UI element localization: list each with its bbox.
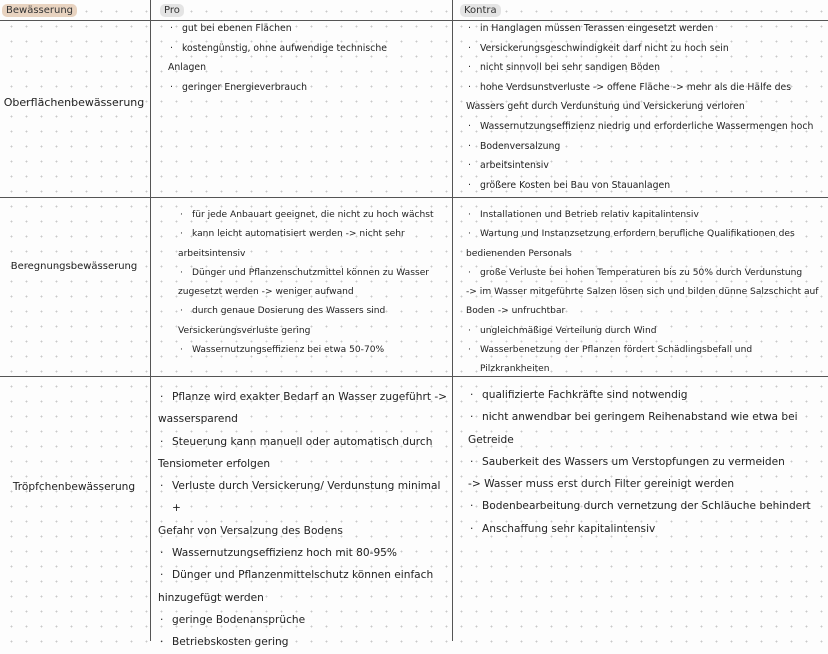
bullet-icon: · <box>468 120 471 132</box>
bullet-icon: · <box>160 613 164 626</box>
list-item-text: Sauberkeit des Wassers um Verstopfungen zu vermeiden <box>482 455 785 468</box>
list-item-continuation <box>178 322 448 341</box>
list-item-text: Anlagen <box>168 62 207 74</box>
list-item <box>158 631 450 653</box>
bullet-icon: · <box>470 522 474 535</box>
row-label-oberflaeche: Oberflächenbewässerung <box>3 96 145 109</box>
bullet-icon: · <box>180 210 183 220</box>
list-item-text: Verluste durch Versickerung/ Verdunstung minimal + <box>172 480 441 515</box>
list-item-text: in Hanglagen müssen Terassen eingesetzt werden <box>480 23 714 34</box>
bullet-icon: · <box>180 345 183 356</box>
list-item-text: größere Kosten bei Bau von Stauanlagen <box>480 179 671 191</box>
list-item-text: zugesetzt werden -> weniger aufwand <box>178 287 354 298</box>
list-item-text: Betriebskosten gering <box>172 636 289 649</box>
column-divider-right <box>452 0 453 641</box>
list-item-text: Wartung und Instanzsetzung erfordern berufliche Qualifikationen des <box>480 229 795 240</box>
bullet-icon: · <box>160 569 164 582</box>
bullet-icon: · <box>468 210 471 220</box>
contra-list-beregnung <box>466 206 824 380</box>
list-item <box>466 78 824 98</box>
list-item <box>468 384 824 406</box>
bullet-icon: · <box>160 435 164 448</box>
list-item <box>158 386 450 408</box>
list-item-continuation <box>468 429 824 451</box>
list-item <box>178 225 448 244</box>
list-item <box>466 156 824 176</box>
list-item-text: ungleichmäßige Verteilung durch Wind <box>480 325 657 336</box>
list-item-continuation <box>466 97 824 117</box>
bullet-icon: · <box>468 140 471 152</box>
list-item-continuation <box>168 58 448 78</box>
list-item <box>158 431 450 453</box>
list-item-text: Wasserbenetzung der Pflanzen fördert Schädlingsbefall und Pilzkrankheiten <box>480 345 753 375</box>
bullet-icon: · <box>170 23 173 34</box>
bullet-icon: · <box>468 42 471 54</box>
contra-list-troepfchen <box>468 384 824 540</box>
list-item-text: für jede Anbauart geeignet, die nicht zu hoch wächst <box>192 210 434 220</box>
list-item <box>466 117 824 137</box>
list-item <box>466 322 824 341</box>
list-item-text: geringe Bodenansprüche <box>172 613 306 626</box>
bullet-icon: · <box>180 306 183 317</box>
list-item-continuation <box>158 453 450 475</box>
bullet-icon: · <box>468 179 471 191</box>
list-item <box>466 206 824 225</box>
list-item-text: bedienenden Personals <box>466 248 572 259</box>
row-divider-1 <box>0 197 828 198</box>
list-item-text: Versickerungsgeschwindigkeit darf nicht zu hoch sein <box>480 42 729 54</box>
list-item <box>178 341 448 360</box>
contra-list-oberflaeche <box>466 19 824 195</box>
list-item-text: -> Wasser muss erst durch Filter gereinigt werden <box>468 478 735 491</box>
bullet-icon: · <box>468 345 471 356</box>
list-item-text: Wassernutzungseffizienz hoch mit 80-95% <box>172 547 397 560</box>
bullet-icon: · <box>180 267 183 278</box>
bullet-icon: · <box>468 81 471 93</box>
bullet-icon: · <box>180 229 183 240</box>
list-item-text: Gefahr von Versalzung des Bodens <box>158 524 343 537</box>
list-item-text: Wassers geht durch Verdunstung und Versickerung verloren <box>466 101 745 113</box>
list-item-text: Dünger und Pflanzenschutzmittel können zu Wasser <box>192 267 430 278</box>
list-item <box>168 78 448 98</box>
bullet-icon: · <box>160 636 164 649</box>
list-item-text: geringer Energieverbrauch <box>182 81 308 93</box>
list-item <box>178 206 448 225</box>
list-item-text: qualifizierte Fachkräfte sind notwendig <box>482 389 688 401</box>
list-item-text: nicht sinnvoll bei sehr sandigen Böden <box>480 62 660 74</box>
bullet-icon: · <box>470 411 474 424</box>
list-item-text: Bodenbearbeitung durch vernetzung der Schläuche behindert <box>482 500 811 513</box>
list-item-text: große Verluste bei hohen Temperaturen bis zu 50% durch Verdunstung <box>480 267 803 278</box>
list-item <box>168 39 448 59</box>
list-item-continuation <box>178 283 448 302</box>
list-item <box>466 137 824 157</box>
bullet-icon: · <box>160 547 164 560</box>
pro-list-beregnung <box>178 206 448 360</box>
list-item <box>466 58 824 78</box>
list-item <box>466 19 824 39</box>
list-item <box>466 264 824 283</box>
list-item-continuation <box>466 245 824 264</box>
list-item-text: Anschaffung sehr kapitalintensiv <box>482 522 656 535</box>
list-item-text: Bodenversalzung <box>480 140 561 152</box>
bullet-icon: · <box>470 455 474 468</box>
list-item-text: hohe Verdsunstverluste -> offene Fläche -> mehr als die Hälfe des <box>480 81 792 93</box>
list-item-continuation <box>466 302 824 321</box>
list-item-text: wassersparend <box>158 413 238 426</box>
list-item-text: gut bei ebenen Flächen <box>182 23 292 34</box>
list-item <box>468 406 824 428</box>
header-contra: Kontra <box>460 4 501 17</box>
list-item-text: arbeitsintensiv <box>480 160 549 172</box>
list-item <box>168 19 448 39</box>
list-item-continuation <box>158 520 450 542</box>
list-item-text: Wassernutzungseffizienz bei etwa 50-70% <box>192 345 385 356</box>
column-divider-left <box>150 0 151 641</box>
list-item-continuation <box>466 283 824 302</box>
list-item <box>158 475 450 520</box>
list-item <box>178 302 448 321</box>
bullet-icon: · <box>170 42 173 54</box>
list-item-text: arbeitsintensiv <box>178 248 246 259</box>
list-item-text: Pflanze wird exakter Bedarf an Wasser zugeführt -> <box>172 391 448 403</box>
list-item <box>468 518 824 540</box>
list-item-continuation <box>178 245 448 264</box>
list-item <box>468 495 824 517</box>
header-category: Bewässerung <box>2 4 77 17</box>
row-label-troepfchen: Tröpfchenbewässerung <box>12 481 136 493</box>
list-item-text: kostengünstig, ohne aufwendige technische <box>182 42 387 54</box>
bullet-icon: · <box>470 389 474 401</box>
list-item <box>466 225 824 244</box>
list-item <box>178 264 448 283</box>
list-item <box>466 341 824 380</box>
bullet-icon: · <box>468 62 471 74</box>
list-item-text: Steuerung kann manuell oder automatisch durch <box>172 435 433 448</box>
header-pro: Pro <box>160 4 184 17</box>
bullet-icon: · <box>468 229 471 240</box>
list-item-text: Boden -> unfruchtbar <box>466 306 566 317</box>
list-item <box>466 39 824 59</box>
list-item <box>468 451 824 473</box>
list-item <box>158 564 450 586</box>
pro-list-oberflaeche <box>168 19 448 97</box>
row-label-beregnung: Beregnungsbewässerung <box>10 261 138 272</box>
list-item-text: Installationen und Betrieb relativ kapitalintensiv <box>480 210 699 220</box>
list-item <box>158 542 450 564</box>
list-item-text: nicht anwendbar bei geringem Reihenabstand wie etwa bei <box>482 411 798 424</box>
bullet-icon: · <box>468 23 471 34</box>
bullet-icon: · <box>468 160 471 172</box>
list-item-text: kann leicht automatisiert werden -> nicht sehr <box>192 229 405 240</box>
list-item-text: Tensiometer erfolgen <box>158 457 271 470</box>
list-item-text: hinzugefügt werden <box>158 591 264 604</box>
list-item-text: -> im Wasser mitgeführte Salzen lösen sich und bilden dünne Salzschicht auf <box>466 287 819 298</box>
pro-list-troepfchen <box>158 386 450 654</box>
bullet-icon: · <box>160 480 164 493</box>
bullet-icon: · <box>160 391 164 403</box>
list-item-text: durch genaue Dosierung des Wassers sind <box>192 306 386 317</box>
list-item-text: Dünger und Pflanzenmittelschutz können einfach <box>172 569 434 582</box>
list-item <box>466 176 824 196</box>
bullet-icon: · <box>170 81 173 93</box>
list-item-text: Wassernutzungseffizienz niedrig und erforderliche Wassermengen hoch <box>480 120 814 132</box>
list-item-continuation <box>158 587 450 609</box>
bullet-icon: · <box>468 267 471 278</box>
list-item-text: Versickerungsverluste gering <box>178 325 311 336</box>
list-item-continuation <box>158 408 450 430</box>
bullet-icon: · <box>468 325 471 336</box>
list-item <box>158 609 450 631</box>
list-item-text: Getreide <box>468 433 514 446</box>
bullet-icon: · <box>470 500 474 513</box>
list-item-continuation <box>468 473 824 495</box>
